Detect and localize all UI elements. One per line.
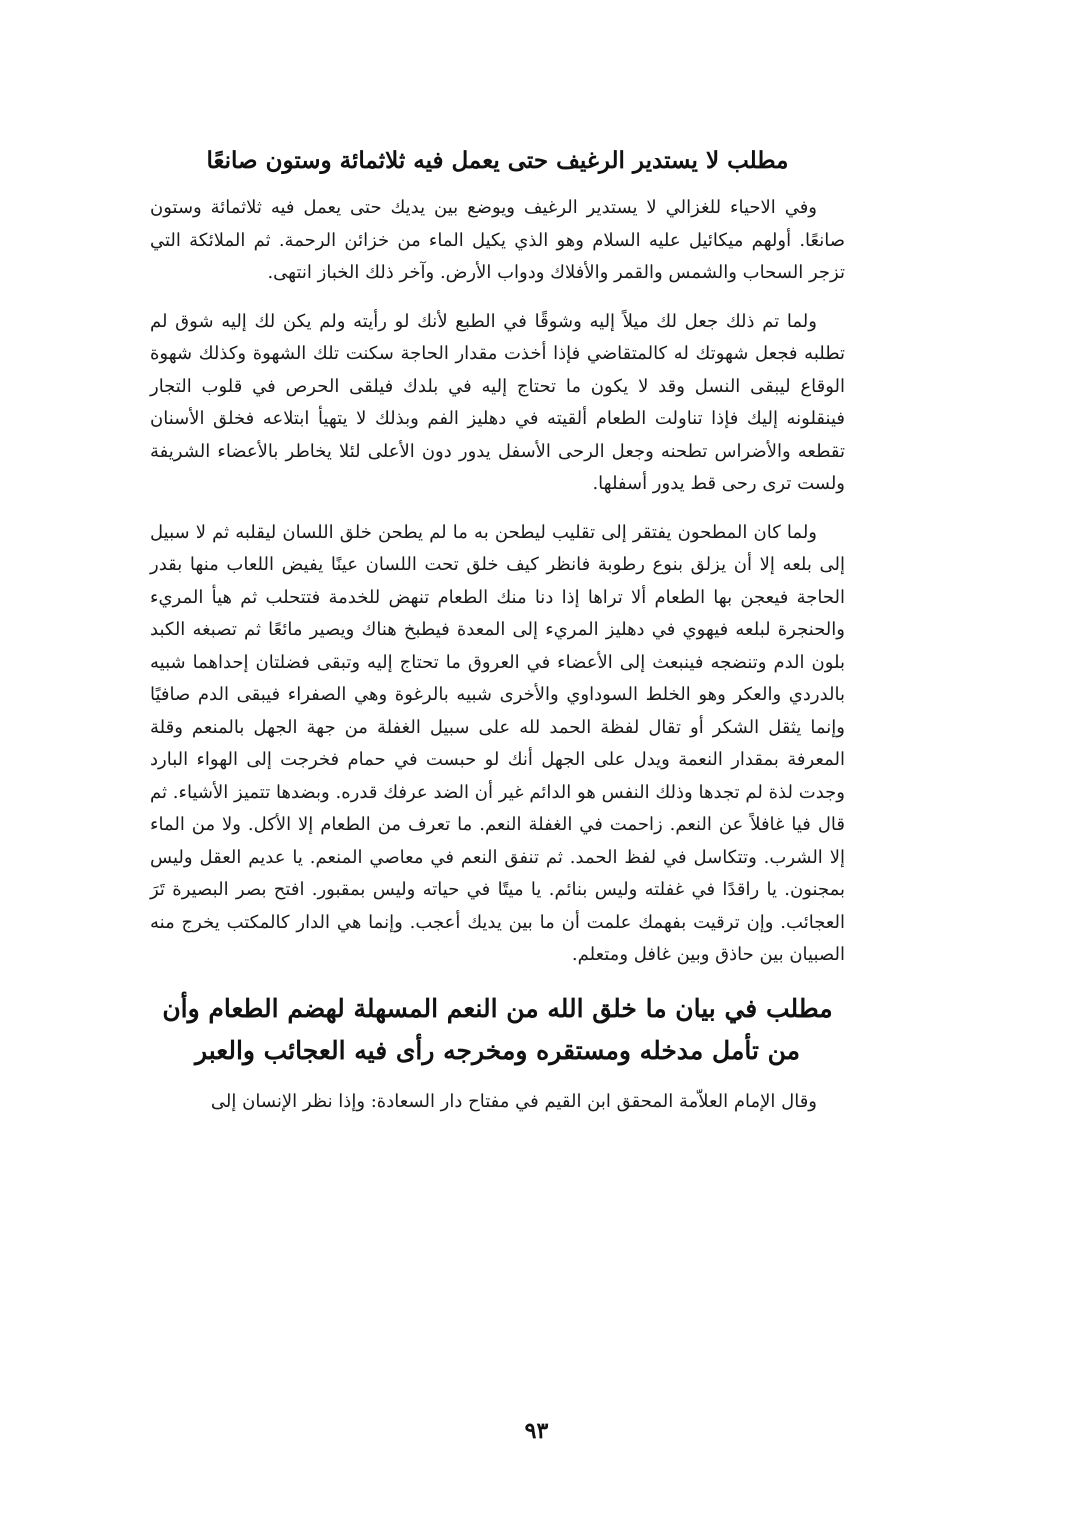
paragraph-ibn-qayyim: وقال الإمام العلاّمة المحقق ابن القيم في مفتاح دار السعادة: وإذا نظر الإنسان إلى bbox=[210, 1090, 817, 1112]
page-number: ٩٣ bbox=[524, 1418, 549, 1444]
paragraph-appetite: ولما تم ذلك جعل لك ميلاً إليه وشوقًا في الطبع لأنك لو رأيته ولم يكن لك إليه شوق لم تطلبه فجعل شهوتك له كالمتقاضي فإذا أخذت مقدار الحاجة سكنت تلك الشهوة وكذلك شهوة الوقاع ليبقى النسل وقد لا يكون ما تحتاج إليه في بلدك فيلقى الحرص في قلوب التجار فينقلونه إليك فإذا تناولت الطعام ألقيته في دهليز الفم وبذلك لا يتهيأ ابتلاعه فخلق الأسنان تقطعه والأضراس تطحنه وجعل الرحى الأسفل يدور دون الأعلى لئلا يخاطر بالأعضاء الشريفة ولست ترى رحى قط يدور أسفلها. bbox=[150, 310, 845, 494]
paragraph-digestion: ولما كان المطحون يفتقر إلى تقليب ليطحن به ما لم يطحن خلق اللسان ليقلبه ثم لا سبيل إلى بلعه إلا أن يزلق بنوع رطوبة فانظر كيف خلق تحت اللسان عينًا يفيض اللعاب منها بقدر الحاجة فيعجن بها الطعام ألا تراها إذا دنا منك الطعام تنهض للخدمة فتتحلب ثم هيأ المريء والحنجرة لبلعه فيهوي في دهليز المريء إلى المعدة فيطبخ هناك ويصير مائعًا ثم تصبغه الكبد بلون الدم وتنضجه فينبعث إلى الأعضاء في العروق ما تحتاج إليه وتبقى فضلتان إحداهما شبيه بالدردي والعكر وهو الخلط السوداوي والأخرى شبيه بالرغوة وهي الصفراء فيبقى الدم صافيًا وإنما يثقل الشكر أو تقال لفظة الحمد لله على سبيل الغفلة من جهة الجهل بالمنعم وقلة المعرفة بمقدار النعمة ويدل على الجهل أنك لو حبست في حمام فخرجت إلى الهواء البارد وجدت لذة لم تجدها وذلك النفس هو الدائم غير أن الضد عرفك قدره. وبضدها تتميز الأشياء. ثم قال فيا غافلاً عن النعم. زاحمت في الغفلة النعم. ما تعرف من الطعام إلا الأكل. ولا من الماء إلا الشرب. وتتكاسل في لفظ الحمد. ثم تنفق النعم في معاصي المنعم. يا عديم العقل وليس بمجنون. يا راقدًا في غفلته وليس بنائم. يا ميتًا في حياته وليس بمقبور. افتح بصر البصيرة تَرَ العجائب. وإن ترقيت بفهمك علمت أن ما بين يديك أعجب. وإنما هي الدار كالمكتب يخرج منه الصبيان بين حاذق وبين غافل ومتعلم. bbox=[150, 521, 845, 965]
section-heading-digestion: مطلب في بيان ما خلق الله من النعم المسهلة لهضم الطعام وأن من تأمل مدخله ومستقره ومخرجه رأى فيه العجائب والعبر bbox=[162, 993, 833, 1065]
paragraph-ihya: وفي الاحياء للغزالي لا يستدير الرغيف ويوضع بين يديك حتى يعمل فيه ثلاثمائة وستون صانعًا. أولهم ميكائيل عليه السلام وهو الذي يكيل الماء من خزائن الرحمة. ثم الملائكة التي تزجر السحاب والشمس والقمر والأفلاك ودواب الأرض. وآخر ذلك الخباز انتهى. bbox=[150, 197, 845, 283]
page-body bbox=[150, 142, 845, 1118]
section-heading-loaf: مطلب لا يستدير الرغيف حتى يعمل فيه ثلاثمائة وستون صانعًا bbox=[206, 147, 789, 174]
